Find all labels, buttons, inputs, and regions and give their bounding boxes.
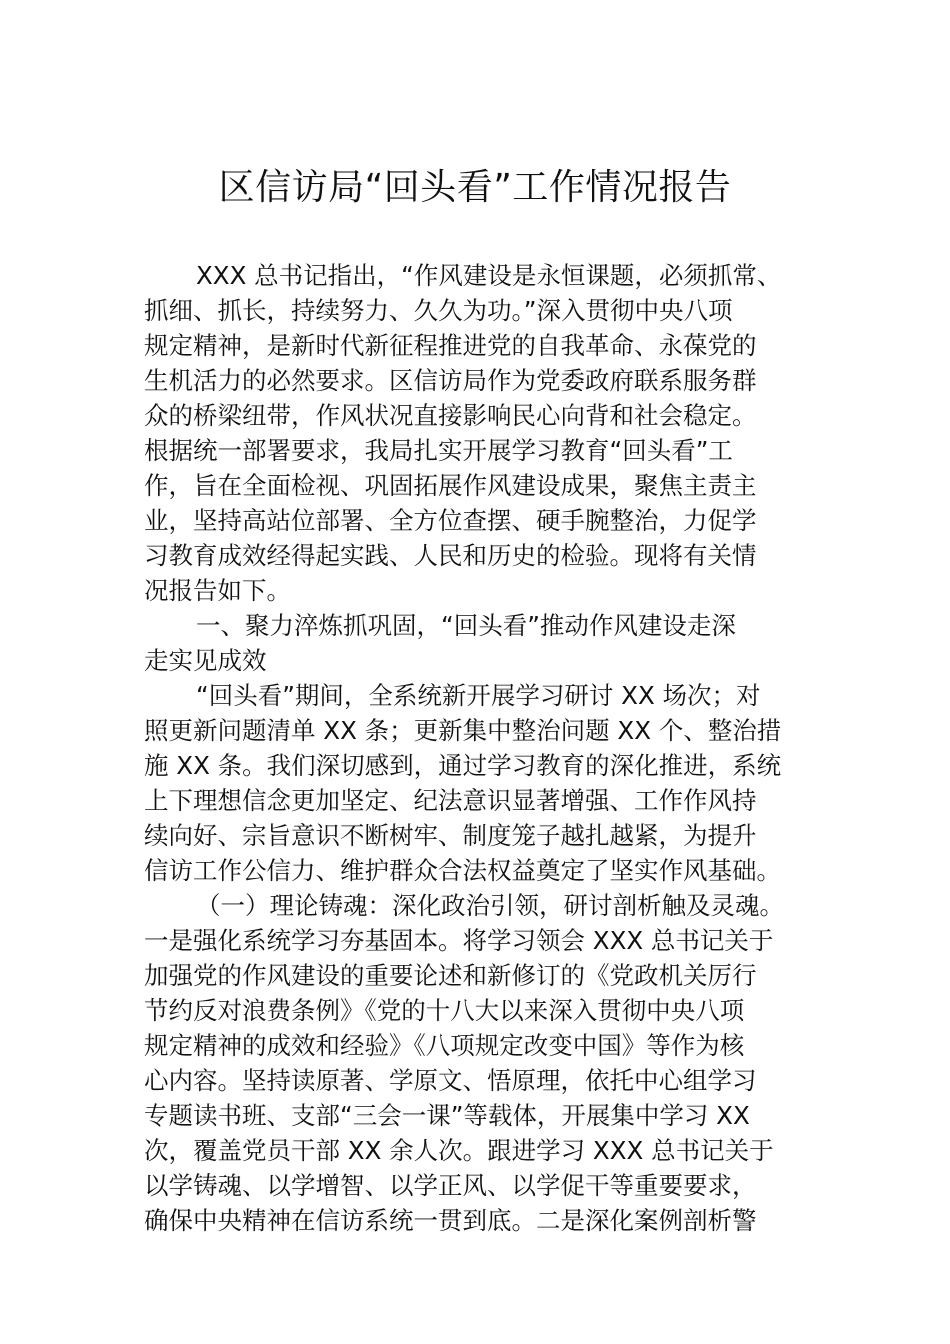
section-heading-line: 一、聚力淬炼抓巩固，“回头看”推动作风建设走深 (196, 611, 736, 640)
document-title: 区信访局“回头看”工作情况报告 (218, 167, 732, 208)
paragraph-line: 照更新问题清单 XX 条；更新集中整治问题 XX 个、整治措 (144, 716, 782, 745)
subsection-heading-line: （一）理论铸魂：深化政治引领，研讨剖析触及灵魂。 (196, 891, 784, 920)
section-heading-line: 走实见成效 (144, 646, 267, 675)
paragraph-line: 加强党的作风建设的重要论述和新修订的《党政机关厉行 (144, 961, 757, 990)
paragraph-line: 生机活力的必然要求。区信访局作为党委政府联系服务群 (144, 366, 757, 395)
paragraph-line: 习教育成效经得起实践、人民和历史的检验。现将有关情 (144, 541, 757, 570)
paragraph-line: 信访工作公信力、维护群众合法权益奠定了坚实作风基础。 (144, 856, 781, 885)
paragraph-line: 心内容。坚持读原著、学原文、悟原理，依托中心组学习 (144, 1066, 757, 1095)
paragraph-line: “回头看”期间，全系统新开展学习研讨 XX 场次；对 (196, 681, 761, 710)
paragraph-line: 续向好、宗旨意识不断树牢、制度笼子越扎越紧，为提升 (144, 821, 757, 850)
paragraph-line: 以学铸魂、以学增智、以学正风、以学促干等重要要求， (144, 1171, 757, 1200)
paragraph-line: 作，旨在全面检视、巩固拓展作风建设成果，聚焦主责主 (144, 471, 757, 500)
paragraph-line: 专题读书班、支部“三会一课”等载体，开展集中学习 XX (144, 1101, 750, 1130)
paragraph-line: 次，覆盖党员干部 XX 余人次。跟进学习 XXX 总书记关于 (144, 1136, 774, 1165)
paragraph-line: 节约反对浪费条例》《党的十八大以来深入贯彻中央八项 (144, 996, 745, 1025)
paragraph-line: 一是强化系统学习夯基固本。将学习领会 XXX 总书记关于 (144, 926, 774, 955)
paragraph-line: 抓细、抓长，持续努力、久久为功。”深入贯彻中央八项 (144, 296, 733, 325)
paragraph-line: 规定精神，是新时代新征程推进党的自我革命、永葆党的 (144, 331, 757, 360)
document-body (144, 258, 808, 1238)
paragraph-line: 确保中央精神在信访系统一贯到底。二是深化案例剖析警 (144, 1206, 757, 1235)
paragraph-line: 况报告如下。 (144, 576, 291, 605)
paragraph-line: 规定精神的成效和经验》《八项规定改变中国》等作为核 (144, 1031, 745, 1060)
paragraph-line: 业，坚持高站位部署、全方位查摆、硬手腕整治，力促学 (144, 506, 757, 535)
paragraph-line: 根据统一部署要求，我局扎实开展学习教育“回头看”工 (144, 436, 733, 465)
paragraph-line: 施 XX 条。我们深切感到，通过学习教育的深化推进，系统 (144, 751, 782, 780)
paragraph-line: XXX 总书记指出，“作风建设是永恒课题，必须抓常、 (196, 261, 782, 290)
paragraph-line: 上下理想信念更加坚定、纪法意识显著增强、工作作风持 (144, 786, 757, 815)
paragraph-line: 众的桥梁纽带，作风状况直接影响民心向背和社会稳定。 (144, 401, 757, 430)
